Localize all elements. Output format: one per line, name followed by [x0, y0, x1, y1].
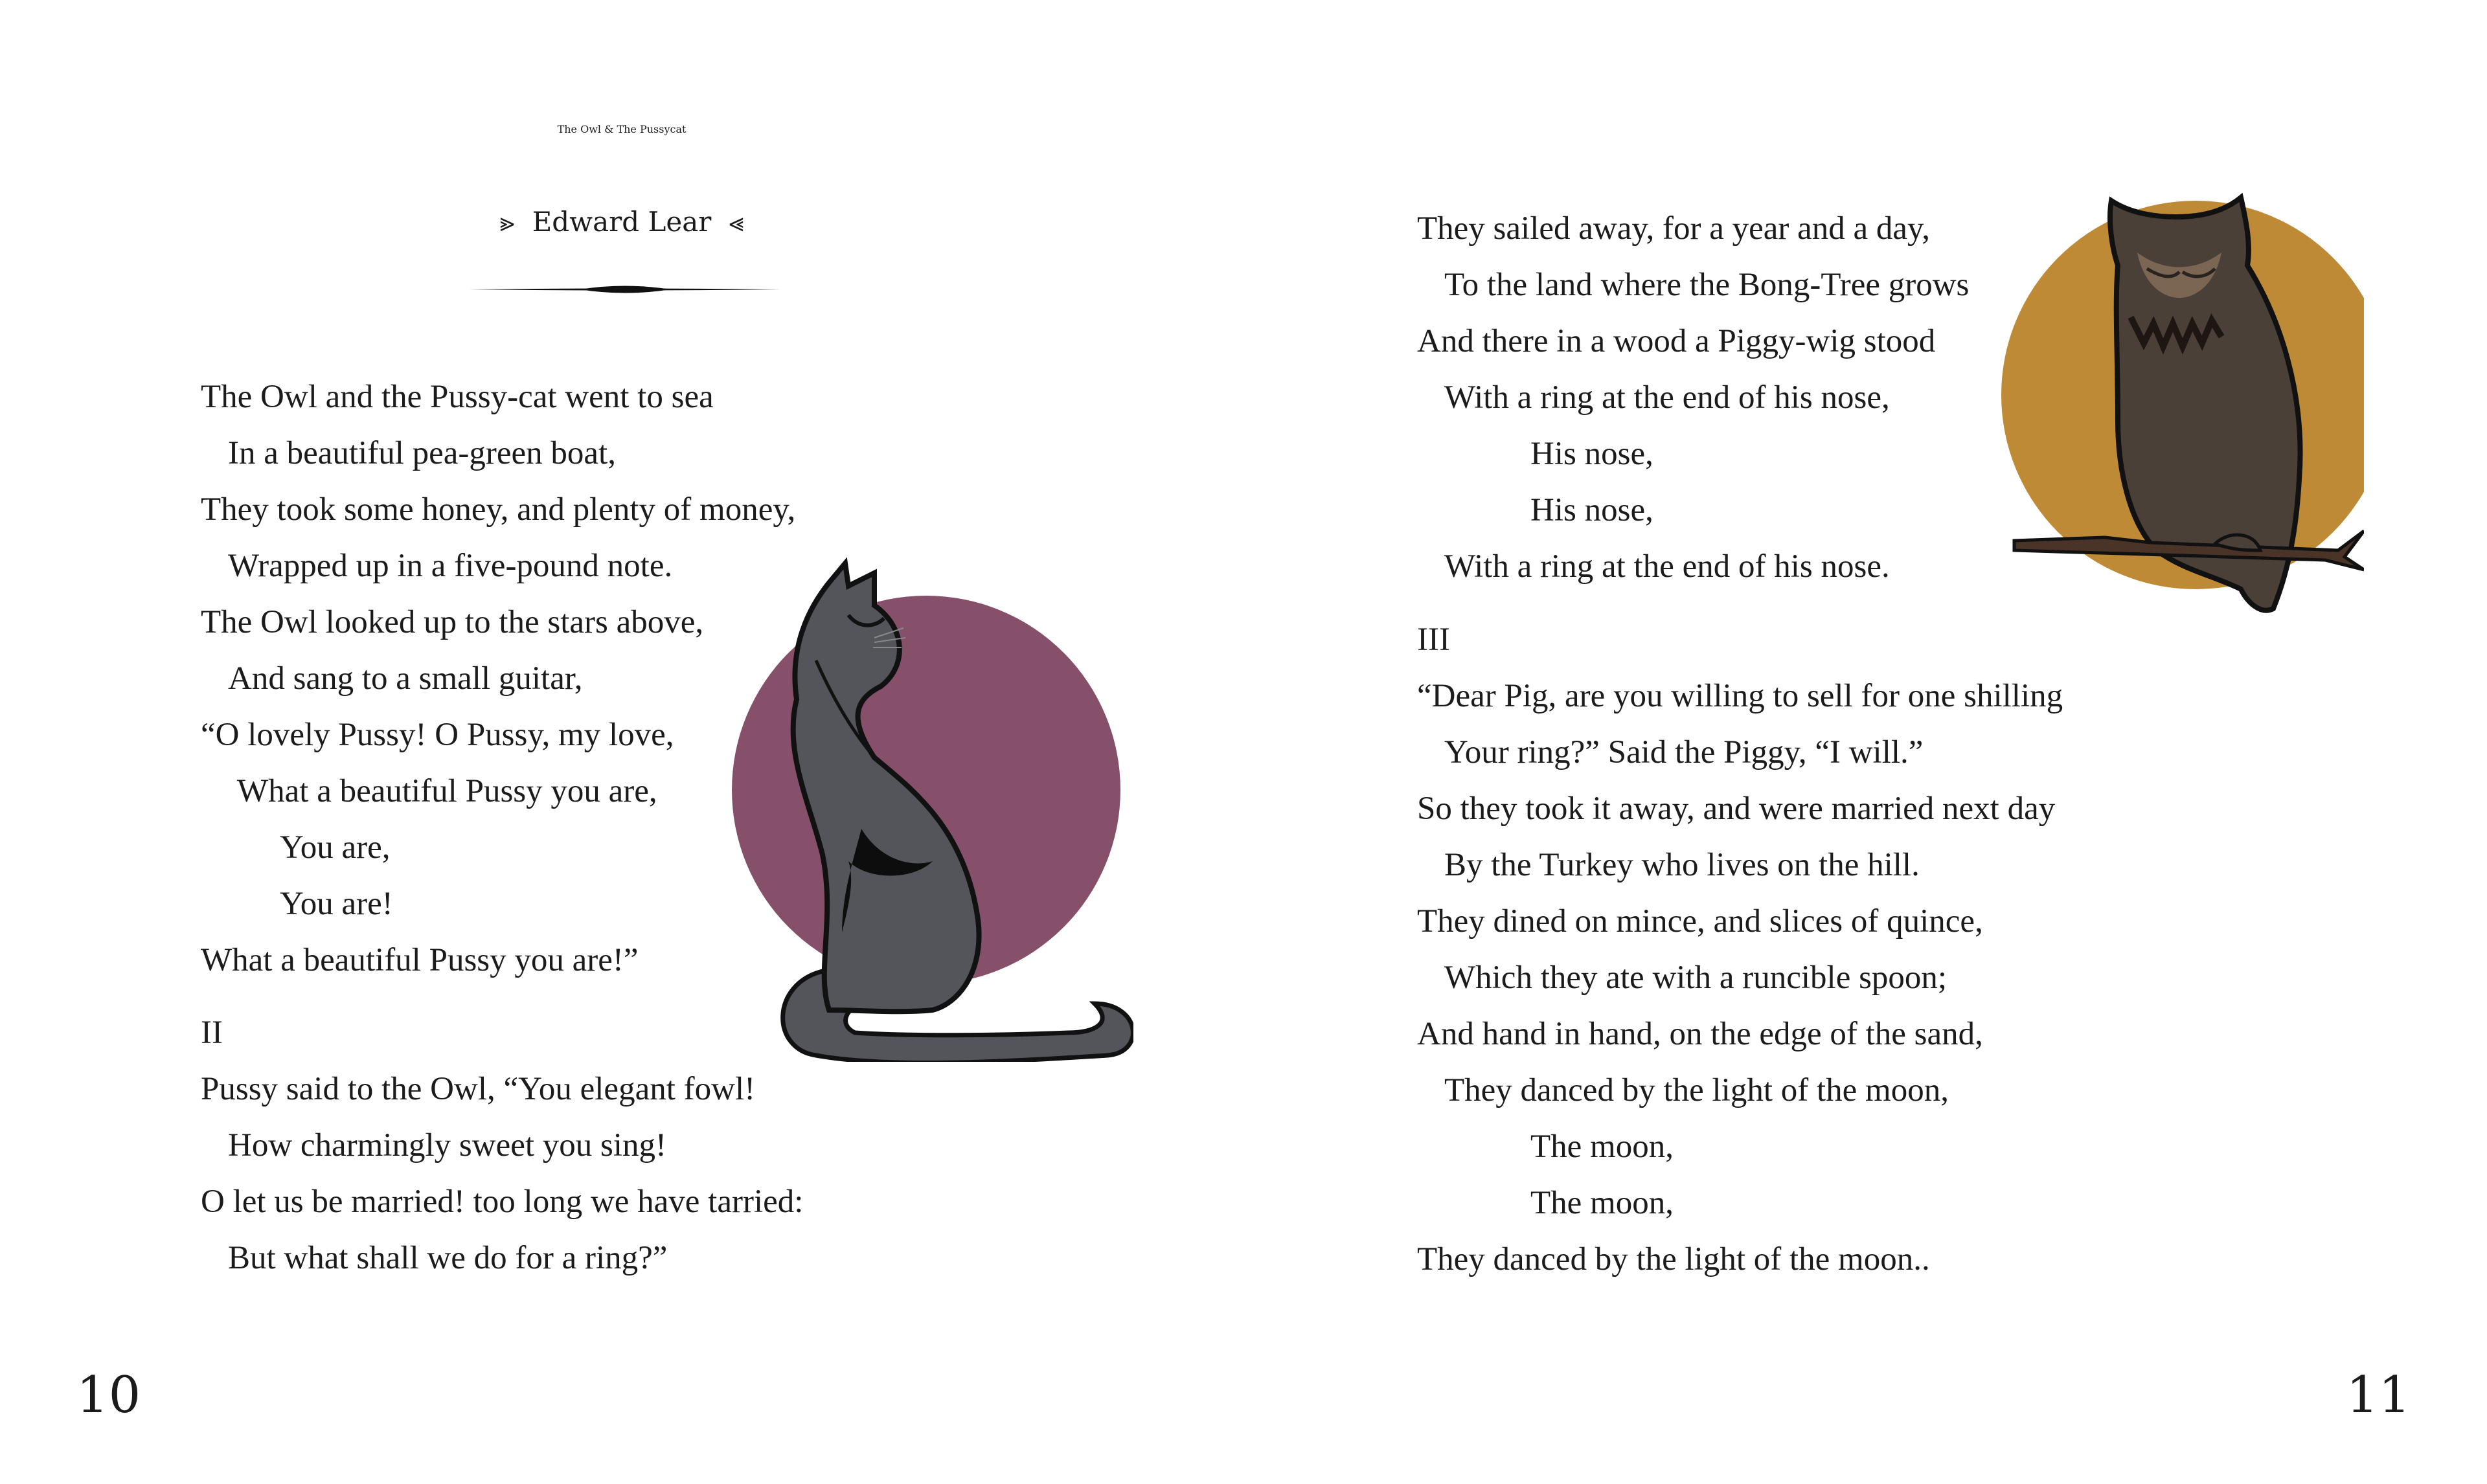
poem-line: You are, [280, 829, 391, 866]
poem-line: How charmingly sweet you sing! [228, 1127, 667, 1164]
poem-line: They sailed away, for a year and a day, [1417, 210, 1930, 247]
author-line [0, 206, 1244, 238]
poem-line: So they took it away, and were married next day [1417, 791, 2056, 827]
stanza-2 [201, 1005, 803, 1287]
poem-line: And there in a wood a Piggy-wig stood [1417, 323, 1936, 359]
author-name: Edward Lear [532, 206, 712, 238]
poem-line: With a ring at the end of his nose, [1444, 379, 1890, 416]
decorative-divider [470, 280, 780, 299]
poem-line: Wrapped up in a five-pound note. [228, 548, 673, 584]
poem-line: “Dear Pig, are you willing to sell for one shilling [1417, 678, 2063, 714]
poem-line: Which they ate with a runcible spoon; [1444, 960, 1948, 996]
page-number-right: 11 [2346, 1366, 2411, 1424]
poem-line: Pussy said to the Owl, “You elegant fowl! [201, 1071, 756, 1107]
poem-line: The Owl looked up to the stars above, [201, 604, 704, 640]
poem-line: They dined on mince, and slices of quince, [1417, 903, 1983, 939]
stanza-heading: III [1417, 622, 1450, 658]
poem-line: You are! [280, 886, 393, 922]
stanza-heading: II [201, 1015, 223, 1051]
poem-line: His nose, [1530, 492, 1653, 528]
ornament-right-icon: ⪡ [729, 208, 744, 238]
poem-line: What a beautiful Pussy you are!” [201, 942, 639, 978]
poem-line: With a ring at the end of his nose. [1444, 548, 1890, 585]
poem-line: The moon, [1530, 1185, 1674, 1221]
poem-line: And sang to a small guitar, [228, 660, 583, 697]
owl-illustration [2001, 188, 2364, 622]
poem-line: By the Turkey who lives on the hill. [1444, 847, 1920, 883]
ornament-left-icon: ⪢ [499, 208, 515, 238]
stanza-1 [201, 369, 795, 989]
poem-line: “O lovely Pussy! O Pussy, my love, [201, 717, 674, 753]
poem-line: His nose, [1530, 436, 1653, 472]
poem-line: But what shall we do for a ring?” [228, 1240, 668, 1276]
poem-line: They danced by the light of the moon.. [1417, 1241, 1930, 1277]
stanza-3 [1417, 612, 2063, 1288]
poem-line: Your ring?” Said the Piggy, “I will.” [1444, 734, 1924, 770]
poem-line: O let us be married! too long we have tarried: [201, 1184, 804, 1220]
poem-title: The Owl & The Pussycat [557, 123, 687, 135]
poem-line: And hand in hand, on the edge of the sand, [1417, 1016, 1983, 1052]
poem-line: The Owl and the Pussy-cat went to sea [201, 379, 714, 415]
stanza-2-continued [1417, 201, 1969, 595]
poem-line: What a beautiful Pussy you are, [237, 773, 657, 809]
poem-line: The moon, [1530, 1129, 1674, 1165]
poem-line: They danced by the light of the moon, [1444, 1072, 1949, 1108]
poem-line: To the land where the Bong-Tree grows [1444, 267, 1970, 303]
page-number-left: 10 [76, 1366, 141, 1424]
poem-line: In a beautiful pea-green boat, [228, 435, 616, 471]
right-page [1244, 0, 2487, 1484]
poem-line: They took some honey, and plenty of money, [201, 491, 796, 528]
